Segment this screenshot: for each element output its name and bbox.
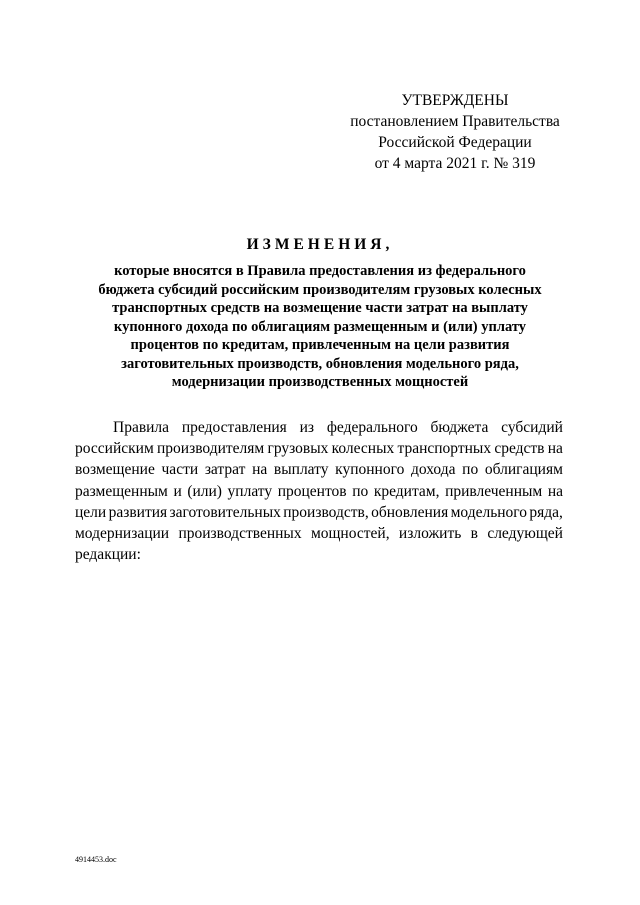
approval-line-2: Российской Федерации xyxy=(378,134,532,151)
body-line: Правила предоставления из федерального бюджета субсидий xyxy=(113,419,563,436)
body-line: российским производителям грузовых колесных транспортных средств на xyxy=(75,440,563,458)
body-paragraph xyxy=(75,417,563,565)
subtitle-line: процентов по кредитам, привлеченным на цели развития xyxy=(130,337,510,353)
body-line: модернизации производственных мощностей, изложить в следующей xyxy=(75,525,563,543)
subtitle-line: транспортных средств на возмещение части затрат на выплату xyxy=(112,300,528,316)
body-line: цели развития заготовительных производств, обновления модельного ряда, xyxy=(75,503,563,521)
approval-block xyxy=(325,90,585,174)
approval-line-3: от 4 марта 2021 г. № 319 xyxy=(374,155,536,172)
body-line: размещенным и (или) уплату процентов по кредитам, привлеченным на xyxy=(75,482,563,500)
document-file-label: 4914453.doc xyxy=(75,855,117,864)
subtitle-line: заготовительных производств, обновления модельного ряда, xyxy=(121,355,519,372)
body-line: возмещение части затрат на выплату купонного дохода по облигациям xyxy=(75,461,563,479)
subtitle-line: которые вносятся в Правила предоставления из федерального xyxy=(114,263,526,279)
document-title: ИЗМЕНЕНИЯ, xyxy=(246,236,394,253)
document-subtitle xyxy=(60,262,580,392)
body-line: редакции: xyxy=(75,546,141,564)
approval-heading: УТВЕРЖДЕНЫ xyxy=(401,92,509,109)
subtitle-line: купонного дохода по облигациям размещенным и (или) уплату xyxy=(113,318,527,335)
subtitle-line: бюджета субсидий российским производителям грузовых колесных xyxy=(98,281,542,298)
approval-line-1: постановлением Правительства xyxy=(350,113,560,130)
subtitle-line: модернизации производственных мощностей xyxy=(171,374,469,390)
